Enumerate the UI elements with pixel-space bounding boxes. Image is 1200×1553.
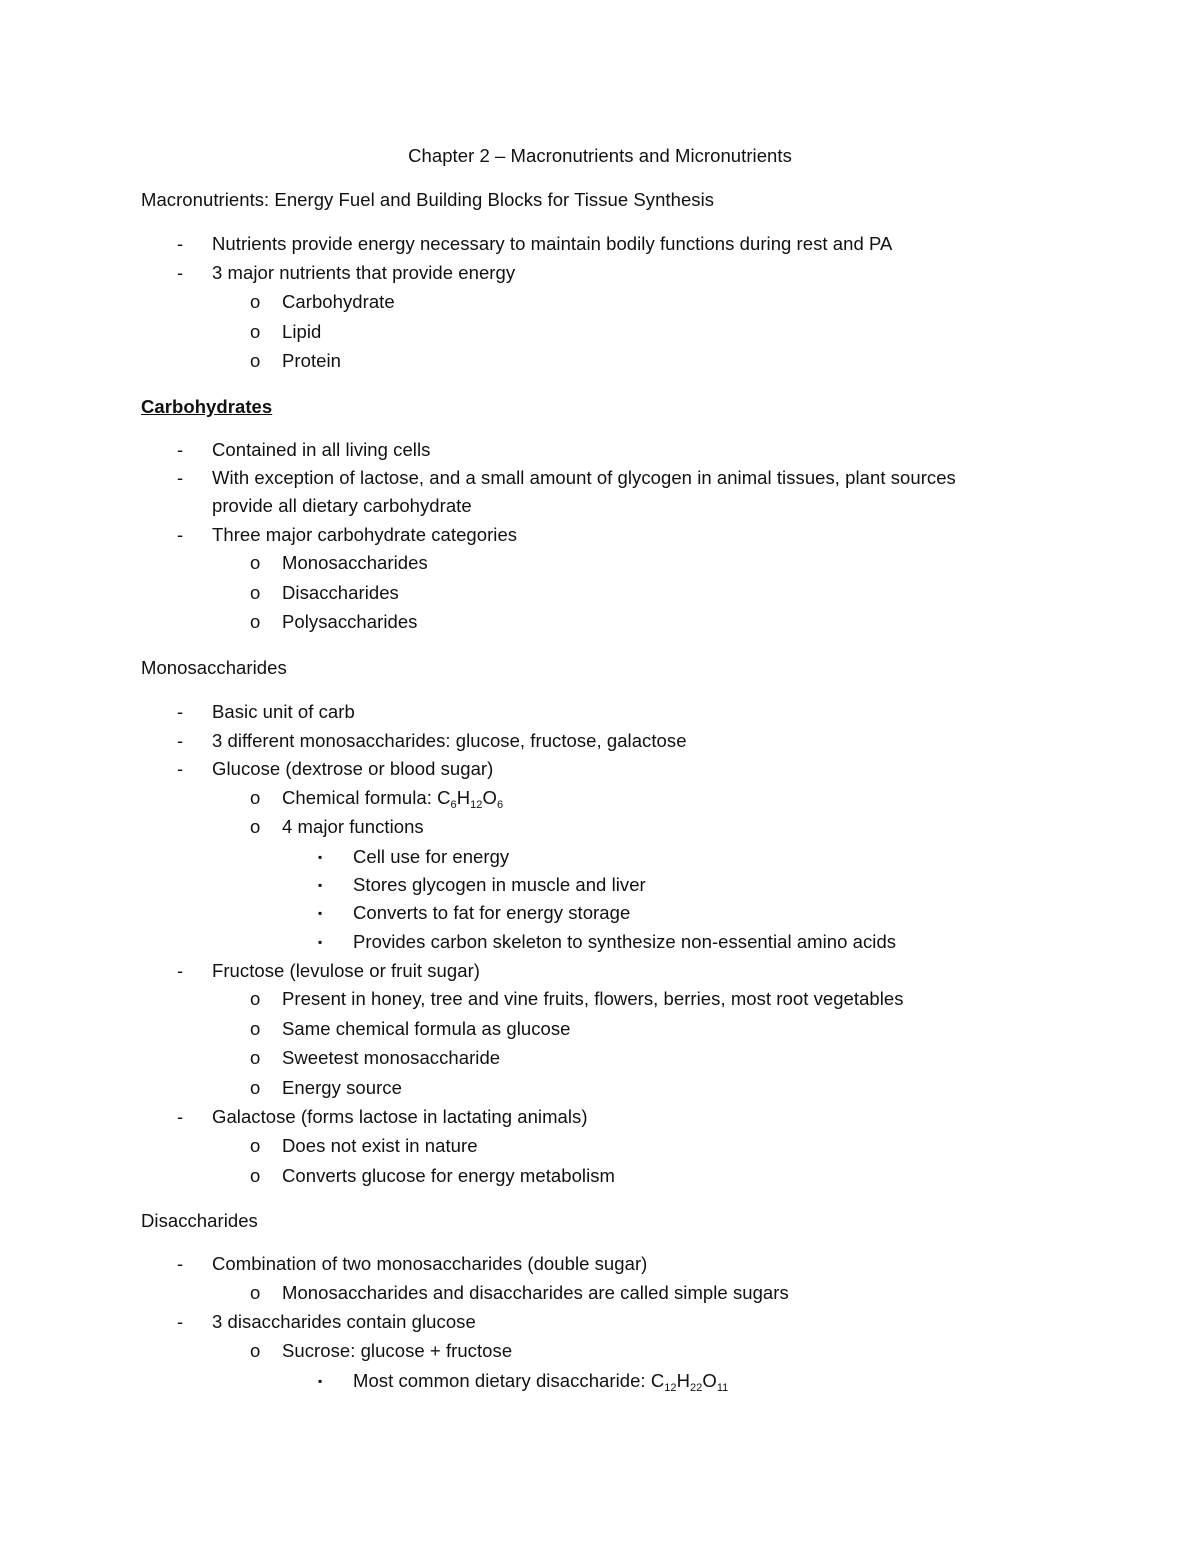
- circle-bullet: o: [250, 1165, 261, 1186]
- list-item: Nutrients provide energy necessary to maintain bodily functions during rest and PA: [212, 233, 893, 254]
- circle-bullet: o: [250, 1340, 261, 1361]
- list-item: 3 major nutrients that provide energy: [212, 262, 516, 283]
- formula-carbon-count: 12: [664, 1382, 677, 1394]
- section-heading-monosaccharides: Monosaccharides: [141, 657, 287, 678]
- list-item: Three major carbohydrate categories: [212, 524, 518, 545]
- formula-oxygen-count: 11: [716, 1382, 729, 1394]
- circle-bullet: o: [250, 1282, 261, 1303]
- dash-bullet: -: [177, 439, 184, 460]
- formula-hydrogen-count: 22: [690, 1382, 703, 1394]
- dash-bullet: -: [177, 1253, 184, 1274]
- circle-bullet: o: [250, 1047, 261, 1068]
- list-item: Sucrose: glucose + fructose: [282, 1340, 513, 1361]
- dash-bullet: -: [177, 1106, 184, 1127]
- list-item: Converts glucose for energy metabolism: [282, 1165, 615, 1186]
- circle-bullet: o: [250, 552, 261, 573]
- circle-bullet: o: [250, 582, 261, 603]
- dash-bullet: -: [177, 1311, 184, 1332]
- list-item: Galactose (forms lactose in lactating animals): [212, 1106, 588, 1127]
- circle-bullet: o: [250, 1077, 261, 1098]
- formula-label: Chemical formula:: [282, 787, 438, 808]
- circle-bullet: o: [250, 291, 261, 312]
- list-item: Combination of two monosaccharides (double sugar): [212, 1253, 648, 1274]
- circle-bullet: o: [250, 321, 261, 342]
- list-item-glucose-formula: [282, 786, 503, 810]
- dash-bullet: -: [177, 701, 184, 722]
- list-item-sucrose-formula: [353, 1369, 728, 1393]
- formula-label: Most common dietary disaccharide:: [353, 1370, 651, 1391]
- list-item: Cell use for energy: [353, 846, 510, 867]
- formula-hydrogen: H: [456, 787, 471, 808]
- page-title: Chapter 2 – Macronutrients and Micronutrients: [408, 145, 792, 166]
- formula-hydrogen-count: 12: [470, 799, 483, 811]
- list-item: Sweetest monosaccharide: [282, 1047, 501, 1068]
- square-bullet: ▪: [318, 906, 323, 920]
- list-item: Glucose (dextrose or blood sugar): [212, 758, 494, 779]
- list-item: Provides carbon skeleton to synthesize non-essential amino acids: [353, 931, 897, 952]
- square-bullet: ▪: [318, 935, 323, 949]
- list-item: Does not exist in nature: [282, 1135, 478, 1156]
- formula-oxygen: O: [482, 787, 497, 808]
- list-item: Basic unit of carb: [212, 701, 355, 722]
- formula-carbon-count: 6: [450, 799, 457, 811]
- square-bullet: ▪: [318, 850, 323, 864]
- section-heading-macronutrients: Macronutrients: Energy Fuel and Building Blocks for Tissue Synthesis: [141, 189, 715, 210]
- square-bullet: ▪: [318, 878, 323, 892]
- list-item: Stores glycogen in muscle and liver: [353, 874, 646, 895]
- list-item: Energy source: [282, 1077, 402, 1098]
- formula-carbon: C: [437, 787, 451, 808]
- dash-bullet: -: [177, 524, 184, 545]
- section-heading-disaccharides: Disaccharides: [141, 1210, 258, 1231]
- list-item: Converts to fat for energy storage: [353, 902, 631, 923]
- dash-bullet: -: [177, 758, 184, 779]
- square-bullet: ▪: [318, 1374, 323, 1388]
- dash-bullet: -: [177, 262, 184, 283]
- formula-oxygen: O: [702, 1370, 717, 1391]
- list-item: 3 different monosaccharides: glucose, fructose, galactose: [212, 730, 687, 751]
- list-item: Protein: [282, 350, 341, 371]
- circle-bullet: o: [250, 350, 261, 371]
- circle-bullet: o: [250, 787, 261, 808]
- list-item: With exception of lactose, and a small amount of glycogen in animal tissues, plant sources: [212, 467, 956, 488]
- list-item: Contained in all living cells: [212, 439, 431, 460]
- dash-bullet: -: [177, 233, 184, 254]
- list-item: Lipid: [282, 321, 322, 342]
- dash-bullet: -: [177, 467, 184, 488]
- circle-bullet: o: [250, 1135, 261, 1156]
- formula-hydrogen: H: [676, 1370, 691, 1391]
- list-item: Present in honey, tree and vine fruits, flowers, berries, most root vegetables: [282, 988, 904, 1009]
- section-heading-carbohydrates: Carbohydrates: [141, 396, 273, 417]
- list-item: Carbohydrate: [282, 291, 395, 312]
- list-item: 4 major functions: [282, 816, 424, 837]
- circle-bullet: o: [250, 611, 261, 632]
- formula-carbon: C: [650, 1370, 665, 1391]
- dash-bullet: -: [177, 730, 184, 751]
- list-item: Disaccharides: [282, 582, 399, 603]
- circle-bullet: o: [250, 1018, 261, 1039]
- list-item-continuation: provide all dietary carbohydrate: [212, 495, 472, 516]
- list-item: 3 disaccharides contain glucose: [212, 1311, 476, 1332]
- circle-bullet: o: [250, 988, 261, 1009]
- formula-oxygen-count: 6: [496, 799, 504, 811]
- list-item: Polysaccharides: [282, 611, 418, 632]
- circle-bullet: o: [250, 816, 261, 837]
- list-item: Same chemical formula as glucose: [282, 1018, 571, 1039]
- list-item: Monosaccharides: [282, 552, 428, 573]
- list-item: Monosaccharides and disaccharides are called simple sugars: [282, 1282, 789, 1303]
- list-item: Fructose (levulose or fruit sugar): [212, 960, 480, 981]
- dash-bullet: -: [177, 960, 184, 981]
